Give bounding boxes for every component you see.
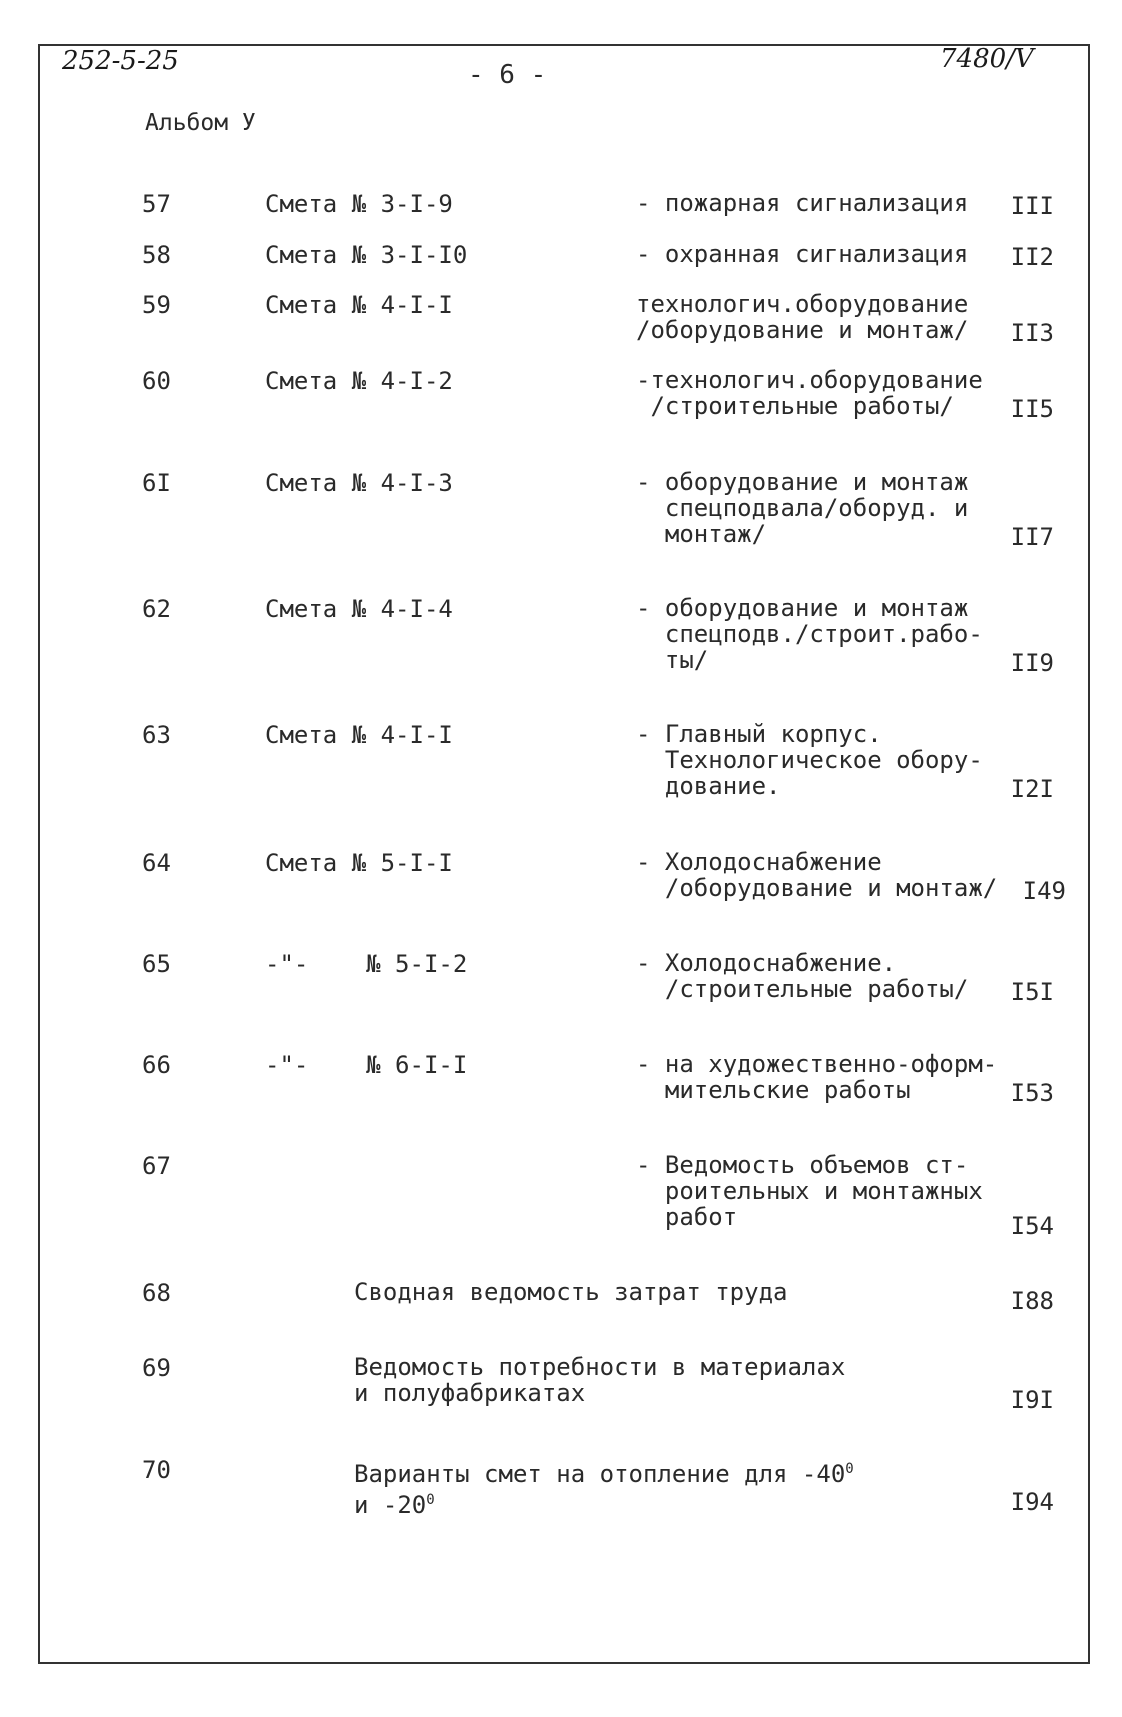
estimate-ref: Смета № 4-I-I <box>265 721 453 749</box>
page-ref: I9I <box>1010 1386 1054 1414</box>
estimate-ref: Смета № 5-I-I <box>265 849 453 877</box>
estimate-ref: Смета № 4-I-4 <box>265 595 453 623</box>
item-number: 65 <box>142 950 171 978</box>
item-number: 64 <box>142 849 171 877</box>
item-description: - пожарная сигнализация <box>636 189 969 217</box>
page-ref: I88 <box>1010 1287 1054 1315</box>
item-description-line1: Варианты смет на отопление для -40 <box>354 1460 846 1488</box>
item-description: - оборудование и монтаж спецподв./строит.рабо- ты/ <box>636 594 983 674</box>
item-number: 58 <box>142 241 171 269</box>
item-description: - Холодоснабжение /оборудование и монтаж/ <box>636 848 998 902</box>
item-description: - оборудование и монтаж спецподвала/оборуд. и монтаж/ <box>636 468 969 548</box>
page-ref: I5I <box>1010 978 1054 1006</box>
item-description: - Главный корпус. Технологическое обору- дование. <box>636 720 983 800</box>
item-number: 70 <box>142 1456 171 1484</box>
item-number: 69 <box>142 1354 171 1382</box>
item-number: 60 <box>142 367 171 395</box>
item-number: 6I <box>142 469 171 497</box>
estimate-ref: Смета № 3-I-9 <box>265 190 453 218</box>
item-number: 57 <box>142 190 171 218</box>
page-ref: II5 <box>1010 395 1054 423</box>
item-description <box>354 1456 854 1518</box>
item-number: 68 <box>142 1279 171 1307</box>
item-description: - охранная сигнализация <box>636 240 969 268</box>
item-number: 67 <box>142 1152 171 1180</box>
estimate-ref: -"- № 6-I-I <box>265 1051 468 1079</box>
document-code-right: 7480/V <box>940 44 1034 74</box>
page-ref: II3 <box>1010 319 1054 347</box>
album-title: Альбом У <box>145 110 256 136</box>
item-description-line2: и -20 <box>354 1491 427 1519</box>
page-ref: I2I <box>1010 775 1054 803</box>
item-description: - Ведомость объемов ст- роительных и монтажных работ <box>636 1151 983 1231</box>
item-description: Ведомость потребности в материалах и полуфабрикатах <box>354 1353 846 1407</box>
estimate-ref: Смета № 4-I-I <box>265 291 453 319</box>
item-number: 62 <box>142 595 171 623</box>
degree-superscript: 0 <box>426 1492 435 1508</box>
estimate-ref: Смета № 4-I-2 <box>265 367 453 395</box>
page-ref: I94 <box>1010 1488 1054 1516</box>
item-description: - Холодоснабжение. /строительные работы/ <box>636 949 969 1003</box>
page-ref: I53 <box>1010 1079 1054 1107</box>
page-ref: II2 <box>1010 243 1054 271</box>
item-number: 66 <box>142 1051 171 1079</box>
item-description: -технологич.оборудование /строительные работы/ <box>636 366 983 420</box>
page-ref: I49 <box>1022 877 1066 905</box>
item-description: технологич.оборудование /оборудование и монтаж/ <box>636 290 969 344</box>
page-ref: I54 <box>1010 1212 1054 1240</box>
document-code-left: 252-5-25 <box>62 46 179 76</box>
estimate-ref: Смета № 3-I-I0 <box>265 241 468 269</box>
estimate-ref: -"- № 5-I-2 <box>265 950 468 978</box>
item-number: 63 <box>142 721 171 749</box>
item-number: 59 <box>142 291 171 319</box>
page-ref: II9 <box>1010 649 1054 677</box>
page-ref: III <box>1010 192 1054 220</box>
estimate-ref: Смета № 4-I-3 <box>265 469 453 497</box>
page-ref: II7 <box>1010 523 1054 551</box>
item-description: - на художественно-оформ- мительские работы <box>636 1050 998 1104</box>
degree-superscript: 0 <box>845 1461 854 1477</box>
item-description: Сводная ведомость затрат труда <box>354 1278 788 1306</box>
page-number: - 6 - <box>468 60 547 90</box>
